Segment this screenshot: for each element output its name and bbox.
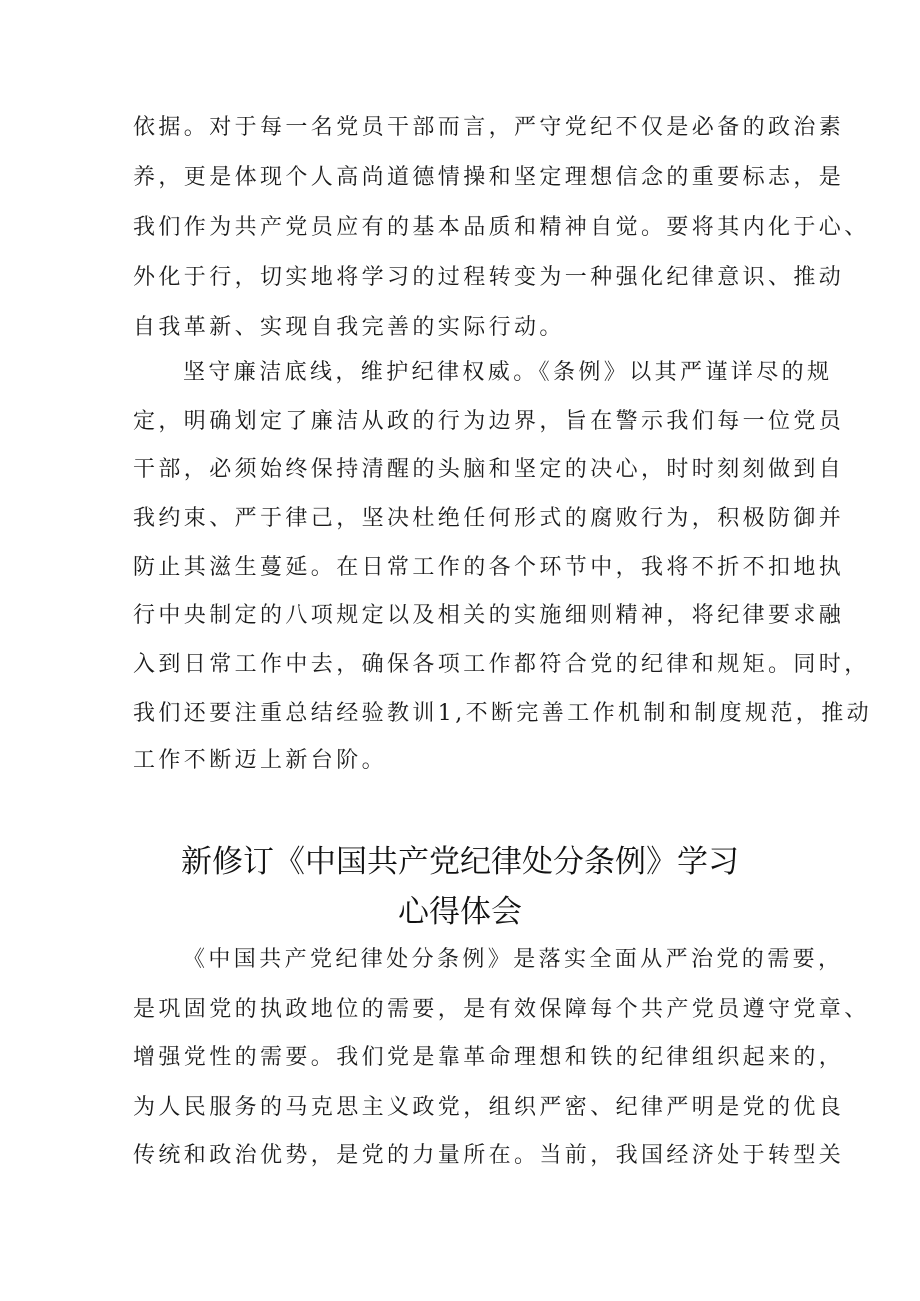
text-line: 是巩固党的执政地位的需要，是有效保障每个共产党员遵守党章、 <box>133 997 870 1022</box>
text-line: 入到日常工作中去，确保各项工作都符合党的纪律和规矩。同时， <box>133 652 870 677</box>
title-line-1: 新修订《中国共产党纪律处分条例》学习 <box>181 844 739 880</box>
text-line: 依据。对于每一名党员干部而言，严守党纪不仅是必备的政治素 <box>133 115 845 140</box>
text-line: 定，明确划定了廉洁从政的行为边界，旨在警示我们每一位党员 <box>133 409 845 434</box>
text-line: 外化于行，切实地将学习的过程转变为一种强化纪律意识、推动 <box>133 265 845 290</box>
text-line: 自我革新、实现自我完善的实际行动。 <box>133 315 565 340</box>
text-line: 为人民服务的马克思主义政党，组织严密、纪律严明是党的优良 <box>133 1095 845 1120</box>
text-line: 我约束、严于律己，坚决杜绝任何形式的腐败行为，积极防御并 <box>133 506 845 531</box>
text-line: 防止其滋生蔓延。在日常工作的各个环节中，我将不折不扣地执 <box>133 555 845 580</box>
text-line: 我们作为共产党员应有的基本品质和精神自觉。要将其内化于心、 <box>133 215 870 240</box>
text-line: 养，更是体现个人高尚道德情操和坚定理想信念的重要标志，是 <box>133 165 845 190</box>
text-line: 干部，必须始终保持清醒的头脑和坚定的决心，时时刻刻做到自 <box>133 457 845 482</box>
text-line: 增强党性的需要。我们党是靠革命理想和铁的纪律组织起来的， <box>133 1045 845 1070</box>
text-line: 《中国共产党纪律处分条例》是落实全面从严治党的需要， <box>183 947 844 972</box>
text-line: 行中央制定的八项规定以及相关的实施细则精神，将纪律要求融 <box>133 603 845 628</box>
title-line-2: 心得体会 <box>398 894 522 930</box>
text-line: 工作不断迈上新台阶。 <box>133 748 388 773</box>
text-line: 传统和政治优势，是党的力量所在。当前，我国经济处于转型关 <box>133 1143 845 1168</box>
text-line: 我们还要注重总结经验教训1,不断完善工作机制和制度规范，推动 <box>133 701 872 726</box>
text-line: 坚守廉洁底线，维护纪律权威。《条例》以其严谨详尽的规 <box>183 360 833 385</box>
